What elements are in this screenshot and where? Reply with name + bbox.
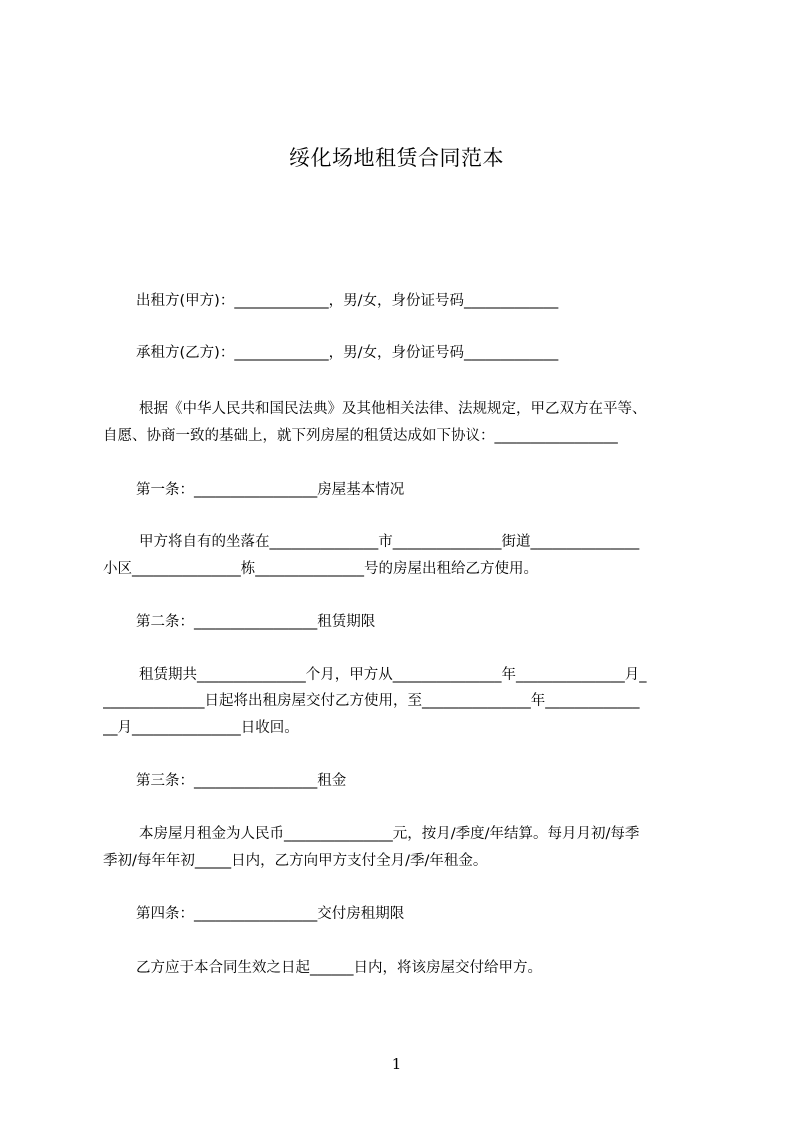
page-number: 1 [391, 1055, 402, 1073]
article-4-body-line-1: 乙方应于本合同生效之日起______日内，将该房屋交付给甲方。 [136, 960, 542, 976]
article-2-heading: 第二条：_________________租赁期限 [136, 614, 376, 630]
lessor-line: 出租方(甲方)：_____________，男/女，身份证号码_____________ [136, 293, 559, 309]
article-2-body-line-3: __月_______________日收回。 [103, 720, 299, 736]
preamble-line-1: 根据《中华人民共和国民法典》及其他相关法律、法规规定，甲乙双方在平等、 [139, 401, 647, 417]
lessee-line: 承租方(乙方)：_____________，男/女，身份证号码_____________ [136, 345, 559, 361]
article-4-heading: 第四条：_________________交付房租期限 [136, 906, 405, 922]
article-1-heading: 第一条：_________________房屋基本情况 [136, 482, 405, 498]
article-3-body-line-1: 本房屋月租金为人民币_______________元，按月/季度/年结算。每月月初/每季 [139, 826, 640, 842]
document-title: 绥化场地租赁合同范本 [289, 146, 504, 170]
article-2-body-line-2: ______________日起将出租房屋交付乙方使用，至_______________年_____________ [103, 693, 640, 709]
preamble-line-2: 自愿、协商一致的基础上，就下列房屋的租赁达成如下协议：_________________ [103, 428, 618, 444]
article-1-body-line-1: 甲方将自有的坐落在_______________市_______________街道_______________ [139, 534, 640, 550]
article-3-body-line-2: 季初/每年年初_____日内，乙方向甲方支付全月/季/年租金。 [103, 853, 488, 869]
article-3-heading: 第三条：_________________租金 [136, 773, 347, 789]
article-2-body-line-1: 租赁期共_______________个月，甲方从_______________年_______________月_ [139, 667, 647, 683]
article-1-body-line-2: 小区_______________栋_______________号的房屋出租给乙方使用。 [103, 561, 538, 577]
